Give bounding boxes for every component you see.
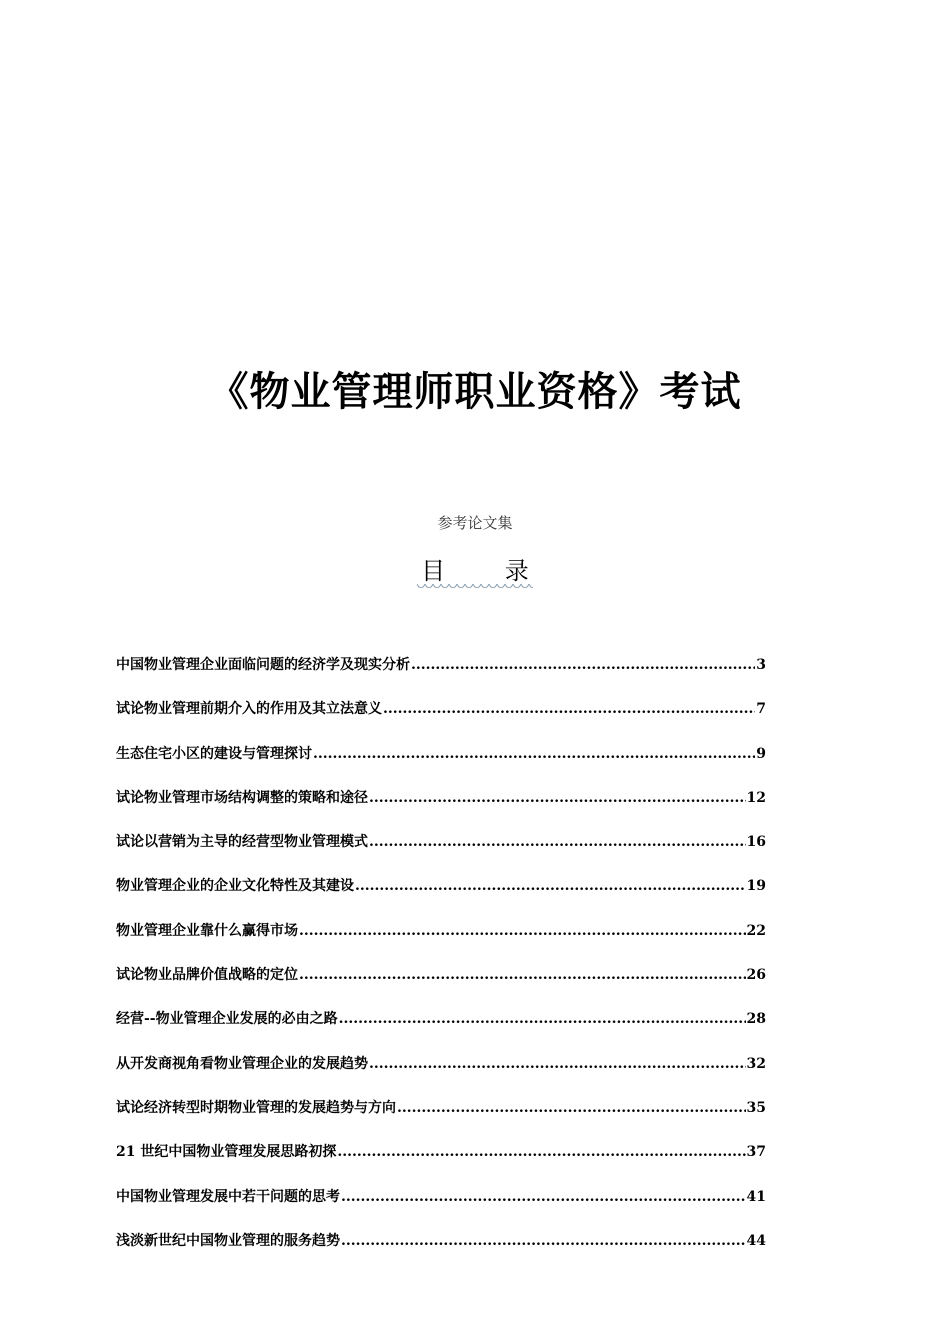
toc-leader-dots: [369, 831, 746, 853]
toc-entry-page: 44: [746, 1232, 766, 1249]
toc-entry-page: 16: [746, 834, 766, 851]
toc-entry-page: 12: [746, 789, 766, 806]
toc-entry-page: 35: [746, 1099, 766, 1116]
document-subtitle: 参考论文集: [437, 514, 513, 532]
toc-entry-title: 生态住宅小区的建设与管理探讨: [116, 745, 312, 762]
toc-leader-dots: [397, 1097, 746, 1119]
toc-entry-title: 中国物业管理发展中若干问题的思考: [116, 1188, 340, 1205]
toc-heading-text: 目 录: [417, 556, 533, 589]
toc-leader-dots: [411, 654, 755, 676]
toc-entry-title: 试论物业管理市场结构调整的策略和途径: [116, 789, 368, 806]
toc-entry-5[interactable]: [116, 831, 766, 875]
toc-entry-10[interactable]: [116, 1053, 766, 1097]
toc-entry-12[interactable]: [116, 1141, 766, 1185]
toc-leader-dots: [341, 1186, 746, 1208]
table-of-contents: [116, 654, 766, 1274]
toc-entry-title: 物业管理企业的企业文化特性及其建设: [116, 878, 354, 895]
toc-entry-title: 从开发商视角看物业管理企业的发展趋势: [116, 1055, 368, 1072]
toc-leader-dots: [341, 1230, 746, 1252]
toc-entry-2[interactable]: [116, 698, 766, 742]
toc-leader-dots: [337, 1141, 745, 1163]
toc-leader-dots: [313, 743, 755, 765]
toc-entry-8[interactable]: [116, 964, 766, 1008]
toc-leader-dots: [355, 875, 746, 897]
toc-entry-page: 28: [746, 1011, 766, 1028]
toc-entry-14[interactable]: [116, 1230, 766, 1274]
toc-entry-title: 21 世纪中国物业管理发展思路初探: [116, 1144, 337, 1161]
toc-entry-title: 试论以营销为主导的经营型物业管理模式: [116, 834, 368, 851]
toc-entry-title: 经营--物业管理企业发展的必由之路: [116, 1011, 338, 1028]
toc-entry-page: 19: [746, 878, 766, 895]
toc-entry-page: 9: [756, 745, 766, 762]
toc-entry-page: 7: [756, 701, 766, 718]
toc-entry-page: 22: [746, 922, 766, 939]
toc-entry-title: 试论物业管理前期介入的作用及其立法意义: [116, 701, 382, 718]
toc-entry-3[interactable]: [116, 743, 766, 787]
toc-leader-dots: [339, 1008, 746, 1030]
toc-heading: [0, 556, 950, 589]
toc-entry-title: 试论经济转型时期物业管理的发展趋势与方向: [116, 1099, 396, 1116]
toc-entry-1[interactable]: [116, 654, 766, 698]
toc-entry-page: 3: [756, 657, 766, 673]
document-title: 《物业管理师职业资格》考试: [208, 368, 742, 415]
toc-entry-page: 26: [746, 967, 766, 984]
toc-entry-4[interactable]: [116, 787, 766, 831]
toc-leader-dots: [383, 698, 755, 720]
toc-entry-page: 37: [746, 1144, 766, 1161]
toc-entry-title: 浅淡新世纪中国物业管理的服务趋势: [116, 1232, 340, 1249]
toc-leader-dots: [369, 787, 746, 809]
toc-entry-13[interactable]: [116, 1186, 766, 1230]
toc-leader-dots: [299, 964, 746, 986]
toc-entry-title: 物业管理企业靠什么赢得市场: [116, 922, 298, 939]
toc-entry-page: 41: [746, 1188, 766, 1205]
toc-entry-6[interactable]: [116, 875, 766, 919]
toc-entry-title: 试论物业品牌价值战略的定位: [116, 967, 298, 984]
toc-entry-11[interactable]: [116, 1097, 766, 1141]
toc-entry-7[interactable]: [116, 920, 766, 964]
toc-entry-page: 32: [746, 1055, 766, 1072]
toc-entry-title: 中国物业管理企业面临问题的经济学及现实分析: [116, 657, 410, 673]
toc-entry-9[interactable]: [116, 1008, 766, 1052]
toc-leader-dots: [369, 1053, 746, 1075]
toc-leader-dots: [299, 920, 746, 942]
